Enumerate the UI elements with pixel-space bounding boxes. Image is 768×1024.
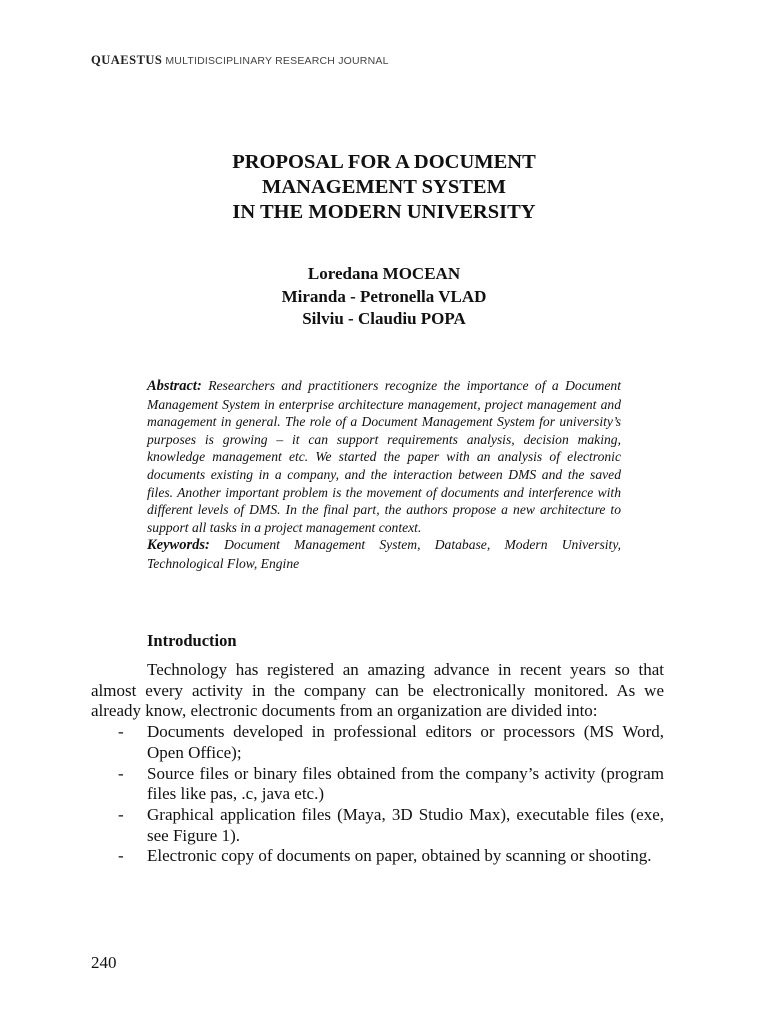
list-item-text: Documents developed in professional editors or processors (MS Word, Open Office); [147,722,664,762]
list-item [91,846,664,867]
list-item-text: Electronic copy of documents on paper, obtained by scanning or shooting. [147,846,652,866]
list-item-text: Graphical application files (Maya, 3D Studio Max), executable files (exe, see Figure 1). [147,804,664,845]
abstract-block [147,377,621,573]
list-item [91,764,664,805]
list-marker: - [118,763,124,783]
journal-subtitle: MULTIDISCIPLINARY RESEARCH JOURNAL [165,55,389,67]
author-name: Miranda - Petronella VLAD [281,286,487,306]
section-heading: Introduction [147,631,237,650]
document-type-list [91,722,664,867]
running-head [91,53,389,68]
abstract-paragraph [147,377,621,536]
keywords-text: Document Management System, Database, Modern University, Technological Flow, Engine [147,537,621,571]
author-name: Loredana MOCEAN [307,264,461,283]
keywords-label: Keywords: [147,537,210,554]
list-item-text: Source files or binary files obtained from the company’s activity (program files like pas, .c, java etc.) [147,763,664,804]
title-line: MANAGEMENT SYSTEM [262,176,506,198]
list-marker: - [118,804,124,824]
author-name: Silviu - Claudiu POPA [302,309,466,328]
list-item [91,722,664,763]
title-line: IN THE MODERN UNIVERSITY [232,201,536,223]
abstract-label: Abstract: [147,378,202,394]
intro-paragraph: Technology has registered an amazing advance in recent years so that almost every activity in the company can be electronically monitored. As we already know, electronic documents from an organization are divided into: [91,660,664,721]
author-list [0,263,768,331]
list-marker: - [118,846,124,866]
title-line: PROPOSAL FOR A DOCUMENT [232,151,536,173]
page-number: 240 [91,953,117,972]
keywords-paragraph [147,536,621,572]
paper-title [0,150,768,225]
abstract-text: Researchers and practitioners recognize the importance of a Document Management System in enterprise architecture management, project management and management in general. The role of a Document Management System for university’s purposes is growing – it can support requirements analysis, decision making, knowledge management etc. We started the paper with an analysis of electronic documents existing in a company, and the interaction between DMS and the saved files. Another important problem is the movement of documents and interference with different levels of DMS. In the final part, the authors propose a new architecture to support all tasks in a project management context. [147,378,621,535]
journal-brand: QUAESTUS [91,53,163,67]
list-item [91,805,664,846]
list-marker: - [118,722,124,742]
body-text [91,660,664,867]
